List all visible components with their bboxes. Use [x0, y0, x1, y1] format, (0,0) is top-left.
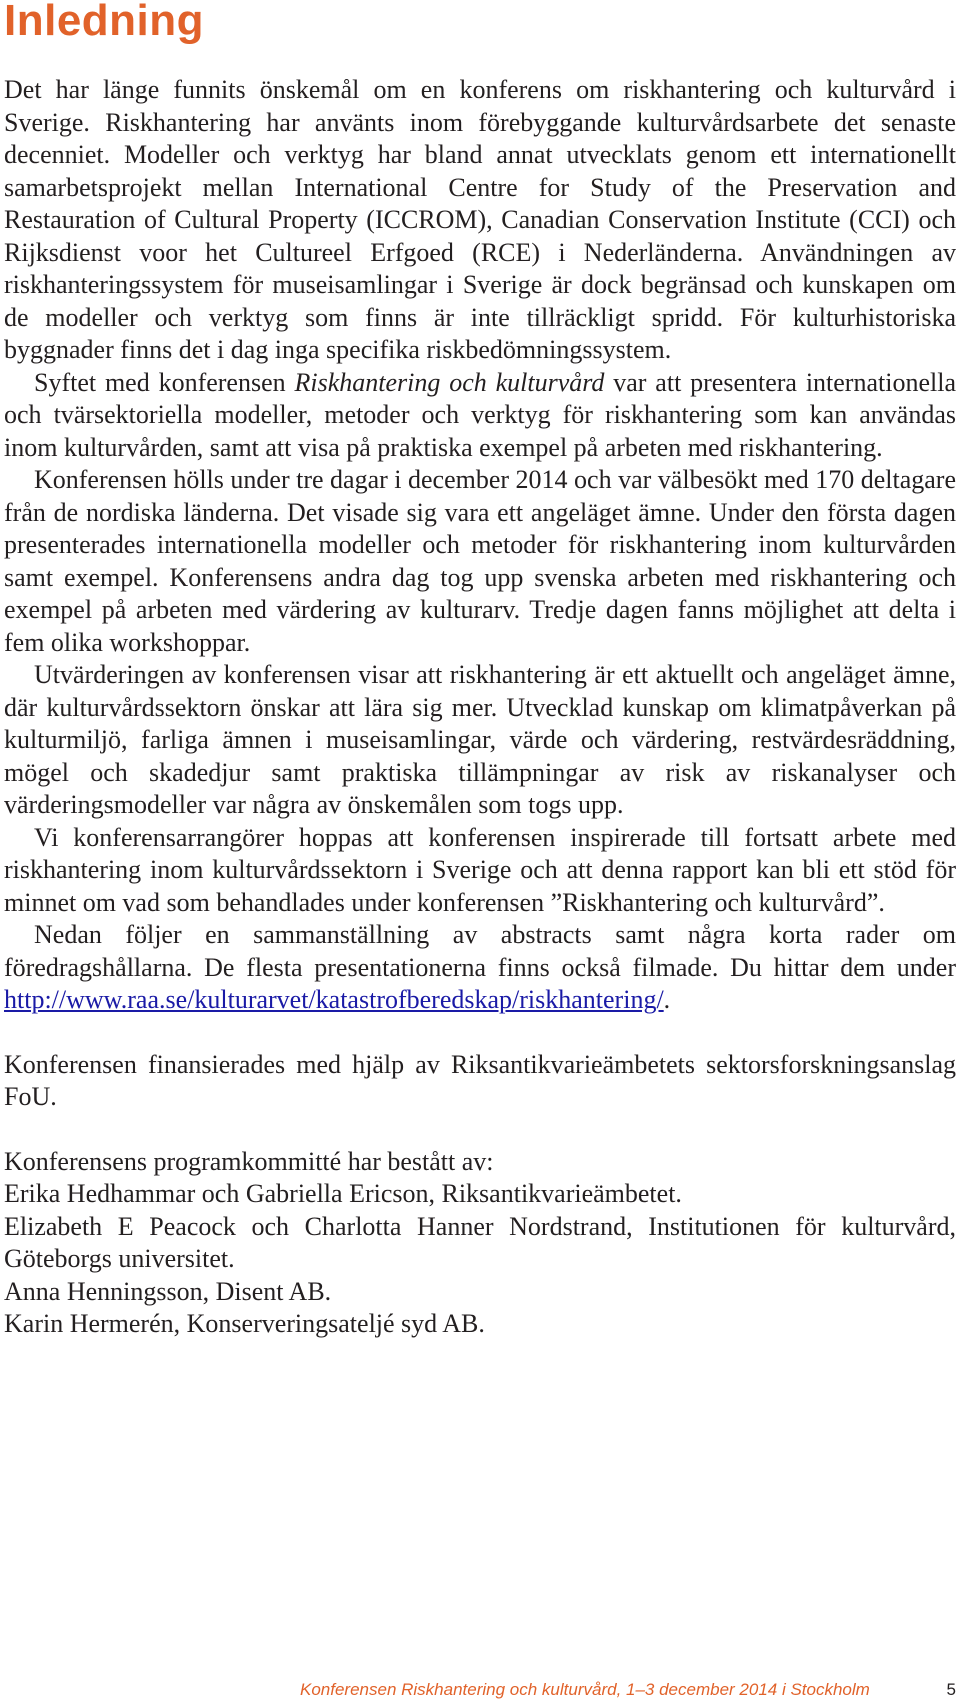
- summary-text: Nedan följer en sammanställning av abstracts samt några korta rader om föredragshållarna. De flesta presentationerna finns också filmade. Du hittar dem under: [4, 920, 956, 982]
- paragraph-purpose: [4, 367, 956, 465]
- committee-intro: Konferensens programkommitté har bestått av:: [4, 1146, 494, 1176]
- purpose-rest: var att presentera internationella och tvärsektoriella modeller, metoder och verktyg för riskhantering som kan användas inom kulturvården, samt att visa på praktiska exempel på arbeten med riskhantering.: [4, 367, 956, 462]
- page-number: 5: [946, 1680, 956, 1699]
- paragraph-hopes: Vi konferensarrangörer hoppas att konferensen inspirerade till fortsatt arbete med riskhantering inom kulturvårdssektorn i Sverige och att denna rapport kan bli ett stöd för minnet om vad som behandlades under konferensen ”Riskhantering och kulturvård”.: [4, 822, 956, 917]
- body-text: [4, 74, 956, 1341]
- paragraph-funding: Konferensen finansierades med hjälp av Riksantikvarieämbetets sektorsforskningsanslag FoU.: [4, 1049, 956, 1111]
- committee-member: Erika Hedhammar och Gabriella Ericson, Riksantikvarieämbetet.: [4, 1179, 682, 1208]
- paragraph-conference: Konferensen hölls under tre dagar i december 2014 och var välbesökt med 170 deltagare från de nordiska länderna. Det visade sig vara ett angeläget ämne. Under den första dagen presenterades internationella modeller och metoder för riskhantering inom kulturvården samt exempel. Konferensens andra dag tog upp svenska arbeten med riskhantering och exempel på arbeten med värdering av kulturarv. Tredje dagen fanns möjlighet att delta i fem olika workshoppar.: [4, 465, 956, 657]
- page-heading: Inledning: [4, 0, 205, 45]
- committee-member: Anna Henningsson, Disent AB.: [4, 1276, 332, 1306]
- paragraph-summary: [4, 919, 956, 1017]
- footer-title: Konferensen Riskhantering och kulturvård, 1–3 december 2014 i Stockholm: [300, 1680, 870, 1699]
- purpose-lead: Syftet med konferensen: [34, 367, 295, 397]
- conference-title: Riskhantering och kulturvård: [294, 367, 605, 397]
- spacer: [4, 1114, 956, 1146]
- paragraph-intro: Det har länge funnits önskemål om en konferens om riskhantering och kulturvård i Sverige. Riskhantering har använts inom förebyggande kulturvårdsarbete det senaste decenniet. Modeller och verktyg har bland annat utvecklats genom ett internationellt samarbetsprojekt mellan International Centre for Study of the Preservation and Restauration of Cultural Property (ICCROM), Canadian Conservation Institute (CCI) och Rijksdienst voor het Cultureel Erfgoed (RCE) i Nederländerna. Användningen av riskhanteringssystem för museisamlingar i Sverige är dock begränsad och kunskapen om de modeller och verktyg som finns är inte tillräckligt spridd. För kulturhistoriska byggnader finns det i dag inga specifika riskbedömningssystem.: [4, 75, 956, 364]
- page-footer: [300, 1680, 956, 1704]
- committee-member: Karin Hermerén, Konserveringsateljé syd AB.: [4, 1309, 485, 1338]
- raa-link[interactable]: http://www.raa.se/kulturarvet/katastrofberedskap/riskhantering/: [4, 985, 664, 1014]
- committee-member: Elizabeth E Peacock och Charlotta Hanner Nordstrand, Institutionen för kulturvård, Göteborgs universitet.: [4, 1211, 956, 1273]
- spacer: [4, 1017, 956, 1049]
- summary-end: .: [663, 985, 671, 1014]
- paragraph-evaluation: Utvärderingen av konferensen visar att riskhantering är ett aktuellt och angeläget ämne, där kulturvårdssektorn önskar att lära sig mer. Utvecklad kunskap om klimatpåverkan på kulturmiljö, farliga ämnen i museisamlingar, värde och värdering, restvärdesräddning, mögel och skadedjur samt praktiska tillämpningar av risk av riskanalyser och värderingsmodeller var några av önskemålen som togs upp.: [4, 660, 956, 819]
